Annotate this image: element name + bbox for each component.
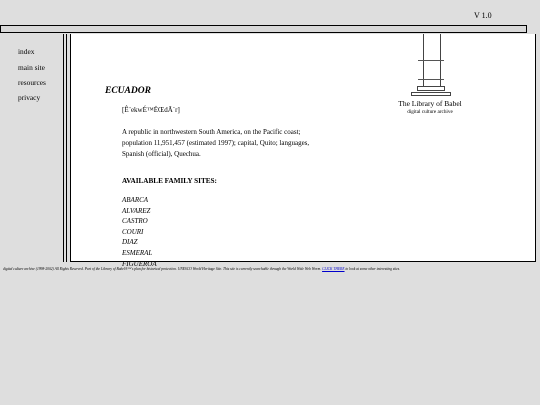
column-base — [411, 92, 451, 96]
footer-link[interactable]: CLICK THERE — [322, 267, 345, 271]
description-line: population 11,951,457 (estimated 1997); capital, Quito; languages, — [122, 139, 310, 148]
column-band — [418, 60, 444, 61]
footer-text-after: to look at some other interesting sites. — [345, 267, 401, 271]
family-link[interactable]: COURI — [122, 227, 144, 236]
family-link[interactable]: ABARCA — [122, 196, 149, 204]
family-link[interactable]: DIAZ — [122, 238, 138, 247]
divider — [66, 34, 67, 262]
family-link[interactable]: ESMERAL — [122, 248, 153, 257]
sidebar-item-resources[interactable]: resources — [18, 78, 46, 87]
pronunciation: [Ê¨ekwÉ™ËŒdÃ´r] — [122, 106, 180, 114]
column-band — [418, 79, 444, 80]
description-line: Spanish (official), Quechua. — [122, 150, 201, 159]
column-base — [417, 86, 445, 91]
top-bar — [0, 25, 527, 33]
description-line: A republic in northwestern South America, on the Pacific coast; — [122, 128, 301, 136]
logo-subtitle: digital culture archive — [407, 109, 453, 115]
family-link[interactable]: ALVAREZ — [122, 206, 151, 215]
footer-text: digital culture archive (1998-2002) All Rights Reserved. Part of the Library of Babel®™'s plan for historical protection. UNESCO World Heritage Site. This site is currently searchable through the World Wide Web Worm. — [3, 267, 322, 271]
sidebar-item-main-site[interactable]: main site — [18, 63, 45, 72]
families-heading: AVAILABLE FAMILY SITES: — [122, 177, 217, 185]
main-content — [70, 34, 536, 268]
description — [122, 127, 352, 161]
version-label: V 1.0 — [474, 11, 492, 20]
page-title: ECUADOR — [105, 86, 151, 96]
family-list — [122, 195, 157, 269]
sidebar — [0, 34, 64, 262]
footer — [3, 267, 537, 271]
family-link[interactable]: CASTRO — [122, 217, 148, 226]
sidebar-item-index[interactable]: index — [18, 47, 35, 56]
family-link[interactable]: FIGUEROA — [122, 259, 157, 268]
column-logo-icon — [423, 34, 441, 86]
logo-title: The Library of Babel — [398, 99, 462, 108]
sidebar-item-privacy[interactable]: privacy — [18, 93, 41, 102]
